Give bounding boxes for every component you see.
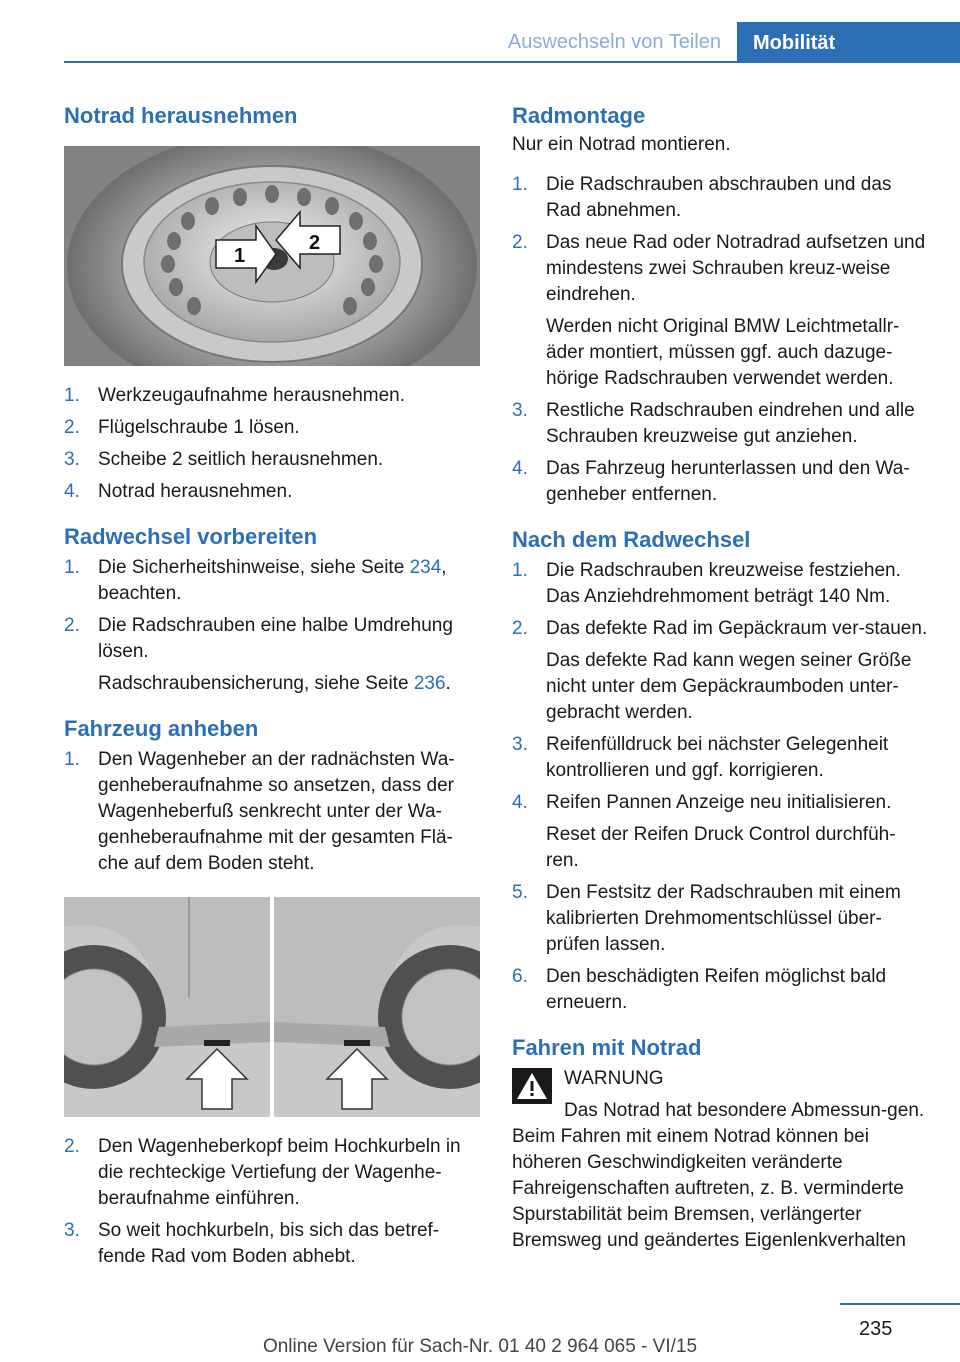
warning-text: Das Notrad hat besondere Abmessun-gen. Beim Fahren mit einem Notrad können bei höheren Geschwindigkeiten veränderte Fahreigenschaften auftreten, z. B. verminderte Spurstabilität beim Bremsen, verlängerter Bremsweg und geändertes Eigenlenkverhalten xyxy=(512,1100,925,1251)
header-section: Auswechseln von Teilen xyxy=(507,31,721,53)
list-item: 3. Reifenfülldruck bei nächster Gelegenheit kontrollieren und ggf. korrigieren. xyxy=(512,734,889,781)
list-item: 2. Die Radschrauben eine halbe Umdrehung lösen. Radschraubensicherung, siehe Seite 236. xyxy=(64,615,453,694)
spare-wheel-image xyxy=(64,146,480,366)
steps-anheben-a xyxy=(64,747,480,877)
radmontage-lead: Nur ein Notrad montieren. xyxy=(512,134,731,155)
jack-points-image xyxy=(64,897,480,1117)
image-label-1: 1 xyxy=(234,245,246,267)
steps-radwechsel xyxy=(64,555,480,697)
footer-rule xyxy=(840,1303,960,1305)
heading-fahrzeug-anheben: Fahrzeug anheben xyxy=(64,716,259,741)
list-item: 2. Das neue Rad oder Notradrad aufsetzen und mindestens zwei Schrauben kreuz-weise eindrehen. Werden nicht Original BMW Leichtmetallr-äder montiert, müssen ggf. auch dazuge-hörige Radschrauben verwendet werden. xyxy=(512,232,926,389)
warning-block xyxy=(512,1066,928,1254)
list-item: 1. Die Radschrauben kreuzweise festziehen. Das Anziehdrehmoment beträgt 140 Nm. xyxy=(512,560,901,607)
online-version-note: Online Version für Sach-Nr. 01 40 2 964 065 - VI/15 xyxy=(262,1336,698,1357)
heading-nach-dem-radwechsel: Nach dem Radwechsel xyxy=(512,527,751,552)
list-item: 4. Das Fahrzeug herunterlassen und den Wa-genheber entfernen. xyxy=(512,458,910,505)
list-item: 3. Scheibe 2 seitlich herausnehmen. xyxy=(64,449,384,470)
header-chapter-tab[interactable]: Mobilität xyxy=(737,22,960,63)
steps-radmontage xyxy=(512,172,928,508)
list-item: 1. Den Wagenheber an der radnächsten Wa-genheberaufnahme so ansetzen, dass der Wagenheberfuß senkrecht unter der Wa-genheberaufnahme mit der gesamten Flä-che auf dem Boden steht. xyxy=(64,749,455,874)
page-link-236[interactable]: 236 xyxy=(413,673,446,694)
list-item: 1. Die Sicherheitshinweise, siehe Seite 234, beachten. xyxy=(64,557,447,604)
steps-nach-radwechsel xyxy=(512,558,928,1016)
list-item: 1. Die Radschrauben abschrauben und das Rad abnehmen. xyxy=(512,174,892,221)
list-item: 3. So weit hochkurbeln, bis sich das betref-fende Rad vom Boden abhebt. xyxy=(64,1220,440,1267)
list-item: 2. Flügelschraube 1 lösen. xyxy=(64,417,300,438)
image-label-2: 2 xyxy=(309,232,321,254)
right-column xyxy=(512,102,928,1254)
heading-radmontage: Radmontage xyxy=(512,103,646,128)
heading-notrad-herausnehmen: Notrad herausnehmen xyxy=(64,103,298,128)
page-number: 235 xyxy=(859,1318,893,1340)
warning-icon xyxy=(512,1068,552,1104)
steps-anheben-b xyxy=(64,1134,480,1270)
list-item: 4. Reifen Pannen Anzeige neu initialisieren. Reset der Reifen Druck Control durchfüh-ren. xyxy=(512,792,896,871)
left-column xyxy=(64,102,480,1276)
list-item: 2. Das defekte Rad im Gepäckraum ver-stauen. Das defekte Rad kann wegen seiner Größe nicht unter dem Gepäckraumboden unter-gebracht werden. xyxy=(512,618,928,723)
warning-title: WARNUNG xyxy=(564,1068,664,1089)
page-link-234[interactable]: 234 xyxy=(409,557,442,578)
heading-radwechsel-vorbereiten: Radwechsel vorbereiten xyxy=(64,524,318,549)
list-item: 4. Notrad herausnehmen. xyxy=(64,481,293,502)
list-item: 1. Werkzeugaufnahme herausnehmen. xyxy=(64,385,406,406)
heading-fahren-mit-notrad: Fahren mit Notrad xyxy=(512,1035,702,1060)
list-item: 6. Den beschädigten Reifen möglichst bald erneuern. xyxy=(512,966,887,1013)
list-item: 5. Den Festsitz der Radschrauben mit einem kalibrierten Drehmomentschlüssel über-prüfen lassen. xyxy=(512,882,901,955)
list-item: 2. Den Wagenheberkopf beim Hochkurbeln in die rechteckige Vertiefung der Wagenhe-beraufnahme einführen. xyxy=(64,1136,461,1209)
steps-notrad xyxy=(64,383,480,505)
list-item: 3. Restliche Radschrauben eindrehen und alle Schrauben kreuzweise gut anziehen. xyxy=(512,400,915,447)
